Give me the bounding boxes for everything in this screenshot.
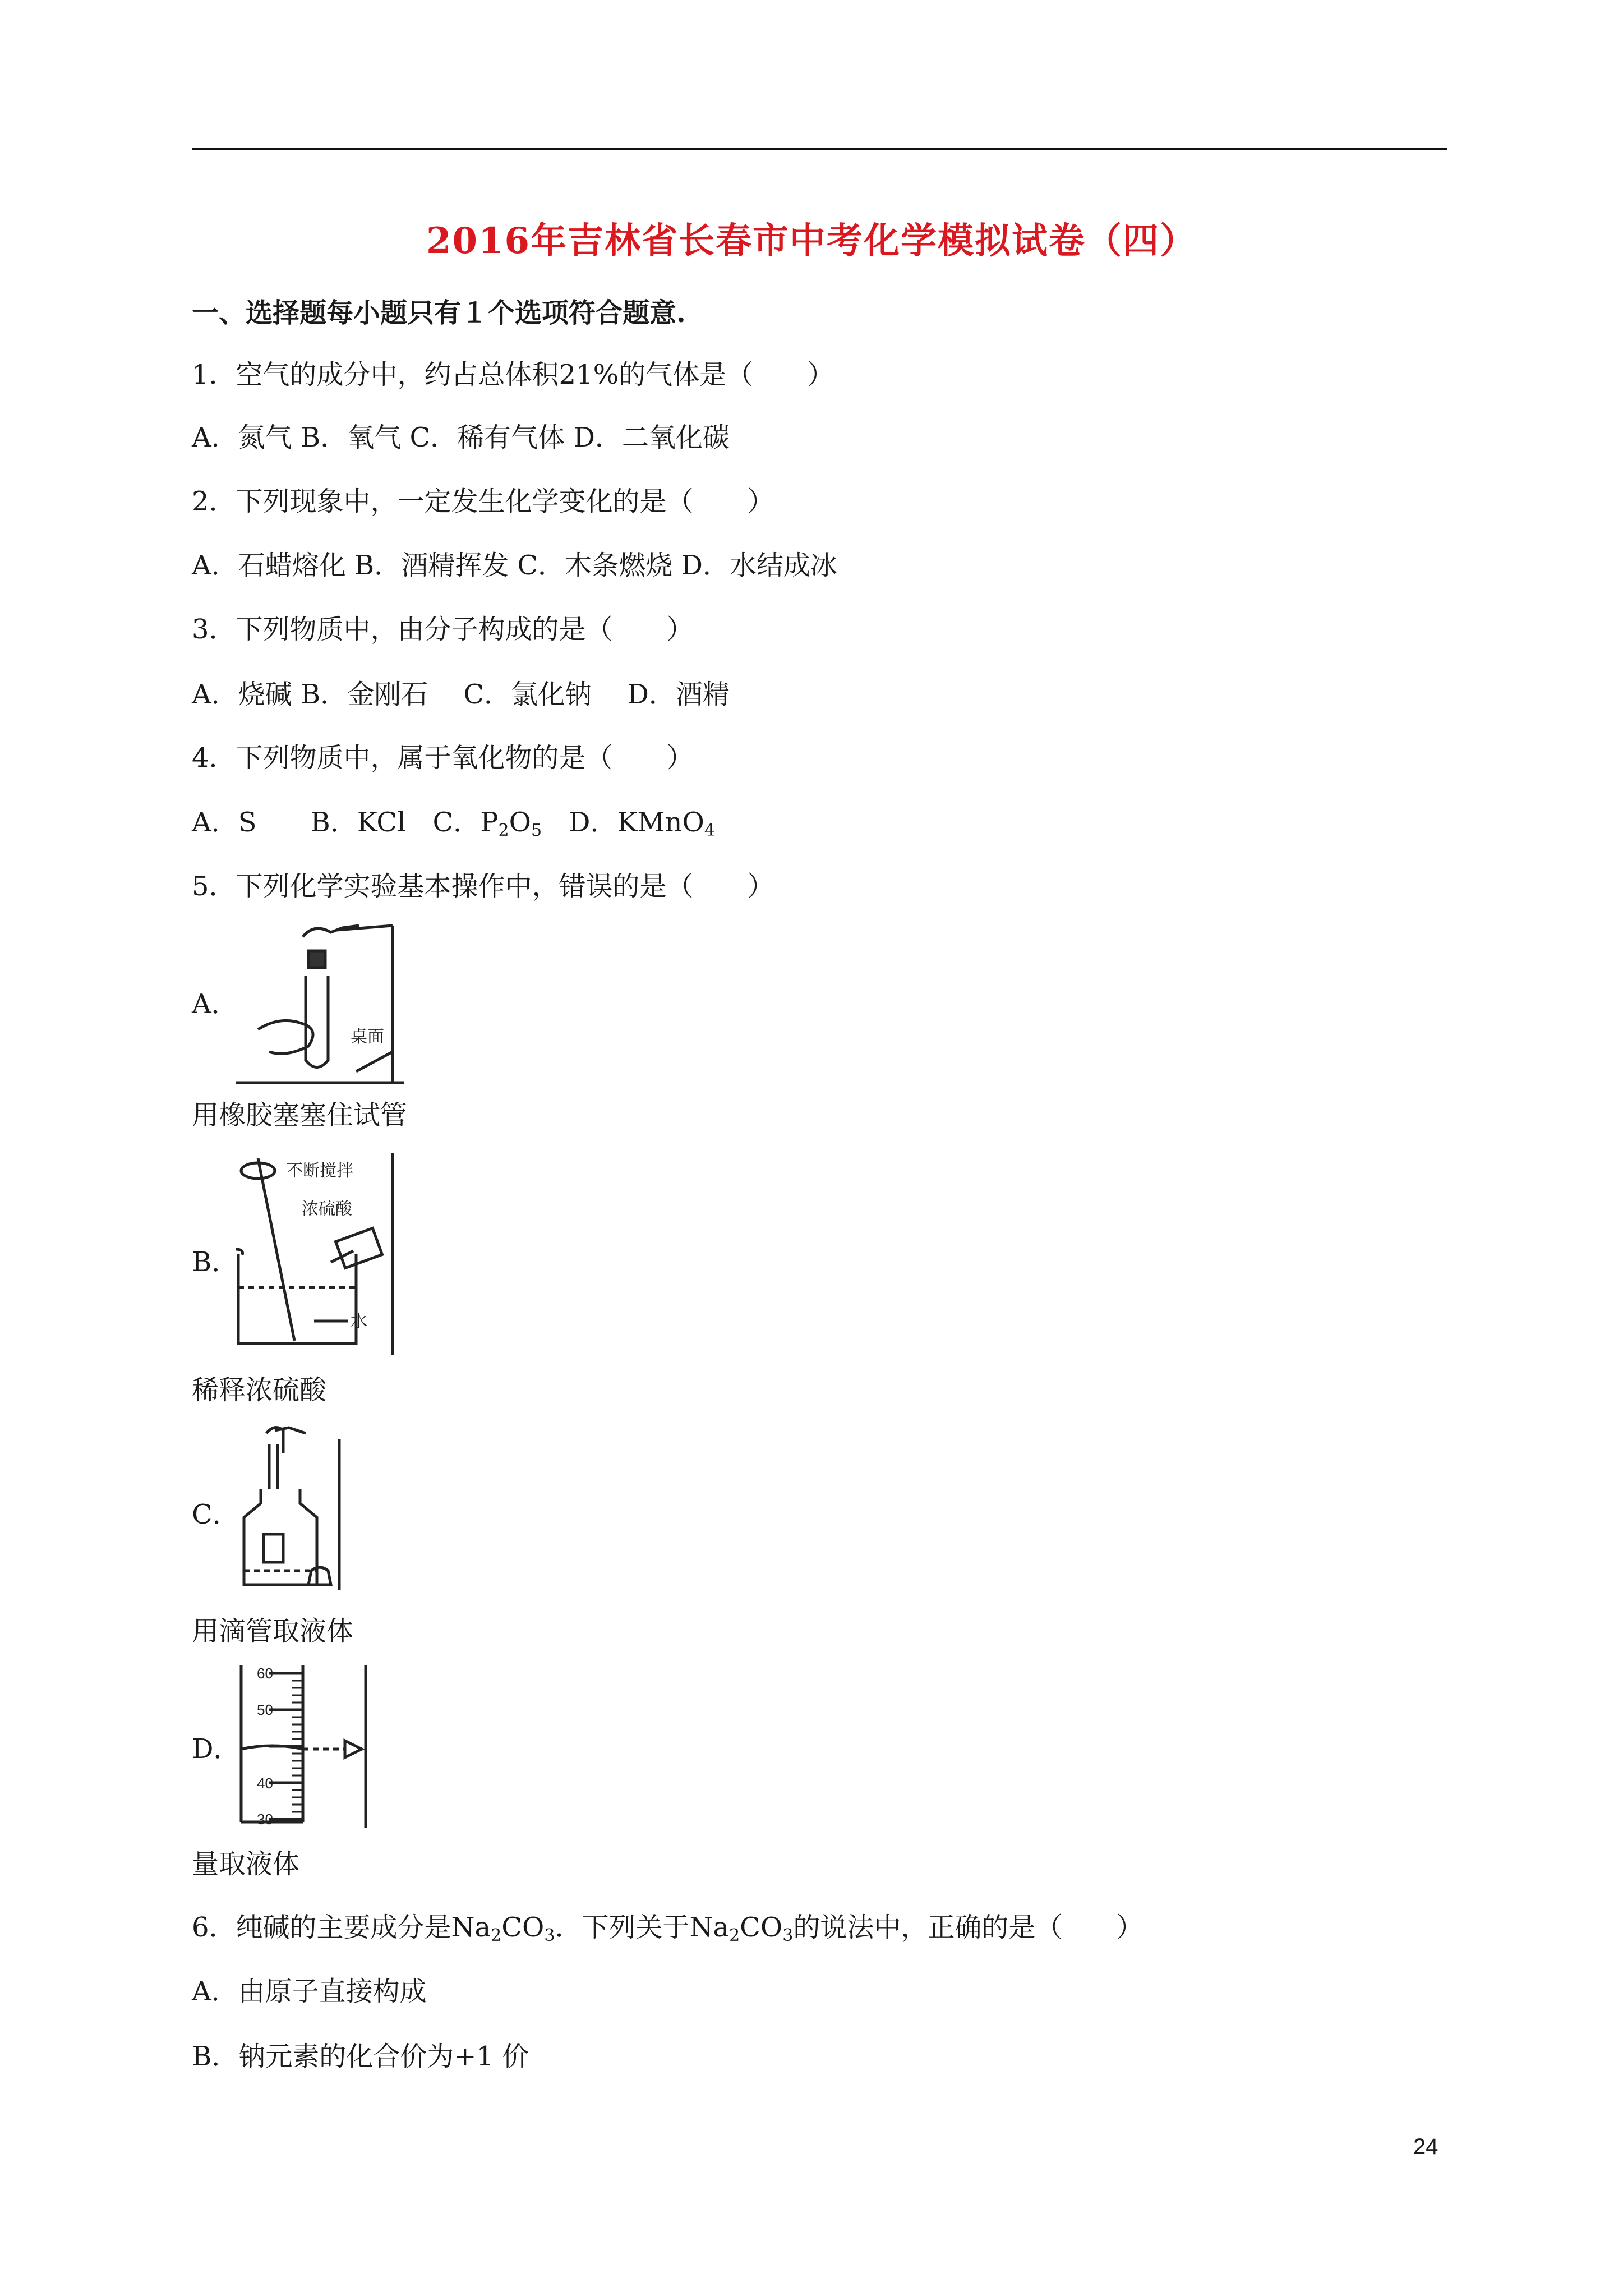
q1-stem: 1．空气的成分中，约占总体积21%的气体是（ ）: [192, 359, 834, 390]
tick-40: 40: [257, 1775, 273, 1792]
q5-c-label: C．: [192, 1499, 239, 1530]
tick-30: 30: [257, 1811, 273, 1828]
tick-60: 60: [257, 1665, 273, 1682]
label-desk: 桌面: [351, 1027, 384, 1047]
page-number: 24: [1413, 2134, 1438, 2159]
q5-a-label: A．: [192, 988, 238, 1020]
q2-options: A．石蜡熔化 B．酒精挥发 C．木条燃烧 D．水结成冰: [192, 550, 837, 581]
label-water: 水: [351, 1312, 367, 1331]
q5-b-label: B．: [192, 1246, 239, 1278]
figure-dilute-acid: [236, 1153, 398, 1355]
q6-option-a: A．由原子直接构成: [192, 1976, 427, 2007]
q6-option-b: B．钠元素的化合价为+1 价: [192, 2041, 529, 2072]
label-stir: 不断搅拌: [286, 1161, 353, 1181]
header-rule: [192, 148, 1447, 150]
q5-d-caption: 量取液体: [192, 1848, 300, 1880]
figure-rubber-stopper: [236, 920, 404, 1088]
q3-stem: 3．下列物质中，由分子构成的是（ ）: [192, 614, 694, 645]
label-conc-acid: 浓硫酸: [302, 1199, 352, 1219]
section-heading: 一、选择题每小题只有１个选项符合题意.: [192, 297, 686, 329]
q5-a-caption: 用橡胶塞塞住试管: [192, 1099, 408, 1131]
q5-stem: 5．下列化学实验基本操作中，错误的是（ ）: [192, 871, 774, 902]
figure-graduated-cylinder: [236, 1665, 370, 1828]
figure-dropper: [236, 1422, 342, 1590]
tick-50: 50: [257, 1701, 273, 1718]
q5-c-caption: 用滴管取液体: [192, 1616, 354, 1647]
q4-options: A．S B．KCl C．$P_2O_5$ D．KMnO$_4$: [192, 807, 715, 840]
q4-stem: 4．下列物质中，属于氧化物的是（ ）: [192, 742, 694, 774]
q3-options: A．烧碱 B．金刚石 C．氯化钠 D．酒精: [192, 679, 730, 710]
q5-d-label: D．: [192, 1733, 241, 1765]
q1-options: A．氮气 B．氧气 C．稀有气体 D．二氧化碳: [192, 422, 730, 453]
page-title: 2016年吉林省长春市中考化学模拟试卷（四）: [426, 220, 1197, 262]
q5-b-caption: 稀释浓硫酸: [192, 1374, 327, 1406]
q6-stem: 6．纯碱的主要成分是$Na_2CO_3$．下列关于$Na_2CO_3$的说法中，正确的是（ ）: [192, 1912, 1144, 1945]
q2-stem: 2．下列现象中，一定发生化学变化的是（ ）: [192, 486, 774, 517]
